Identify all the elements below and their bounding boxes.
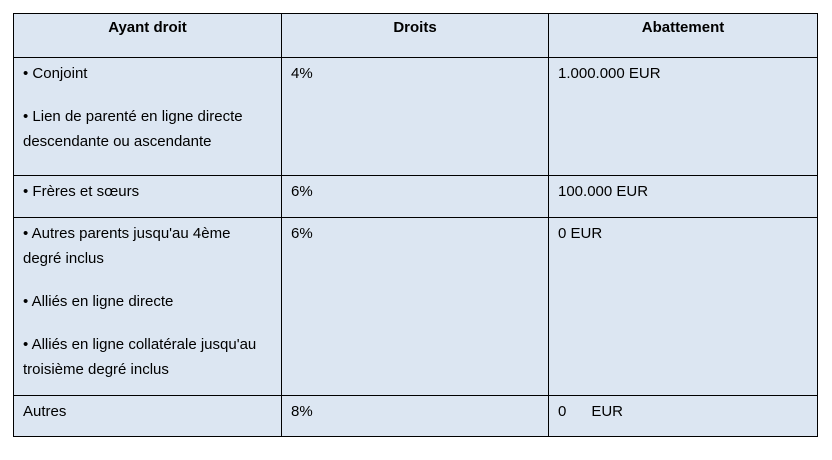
beneficiary-line: • Autres parents jusqu'au 4ème degré inclus <box>23 225 231 267</box>
rate-cell <box>282 218 549 396</box>
beneficiary-cell <box>14 396 282 437</box>
allowance-cell <box>549 218 818 396</box>
beneficiary-line: • Alliés en ligne collatérale jusqu'au troisième degré inclus <box>23 336 257 378</box>
rate-cell <box>282 58 549 176</box>
header-row <box>14 14 818 58</box>
beneficiary-cell <box>14 176 282 218</box>
header-ayant-droit: Ayant droit <box>14 14 282 58</box>
beneficiary-line: • Lien de parenté en ligne directe descendante ou ascendante <box>23 108 243 150</box>
allowance-cell <box>549 396 818 437</box>
table-row <box>14 58 818 176</box>
rate-value: 6% <box>291 225 313 242</box>
beneficiary-line: • Frères et sœurs <box>23 183 140 200</box>
rate-cell <box>282 176 549 218</box>
inheritance-rates-table <box>13 13 818 437</box>
beneficiary-cell <box>14 58 282 176</box>
rate-cell <box>282 396 549 437</box>
table-header <box>14 14 818 58</box>
rate-value: 4% <box>291 65 313 82</box>
table-body <box>14 58 818 437</box>
allowance-value: 1.000.000 EUR <box>558 65 661 82</box>
allowance-cell <box>549 58 818 176</box>
allowance-value: 0 EUR <box>558 225 603 242</box>
header-abattement: Abattement <box>549 14 818 58</box>
table-row <box>14 396 818 437</box>
table-row <box>14 176 818 218</box>
allowance-value: 100.000 EUR <box>558 183 649 200</box>
beneficiary-line: Autres <box>23 403 67 420</box>
allowance-cell <box>549 176 818 218</box>
beneficiary-line: • Conjoint <box>23 65 88 82</box>
beneficiary-line: • Alliés en ligne directe <box>23 293 174 310</box>
rate-value: 6% <box>291 183 313 200</box>
allowance-value: 0 EUR <box>558 403 624 420</box>
beneficiary-cell <box>14 218 282 396</box>
table-row <box>14 218 818 396</box>
rate-value: 8% <box>291 403 313 420</box>
header-droits: Droits <box>282 14 549 58</box>
